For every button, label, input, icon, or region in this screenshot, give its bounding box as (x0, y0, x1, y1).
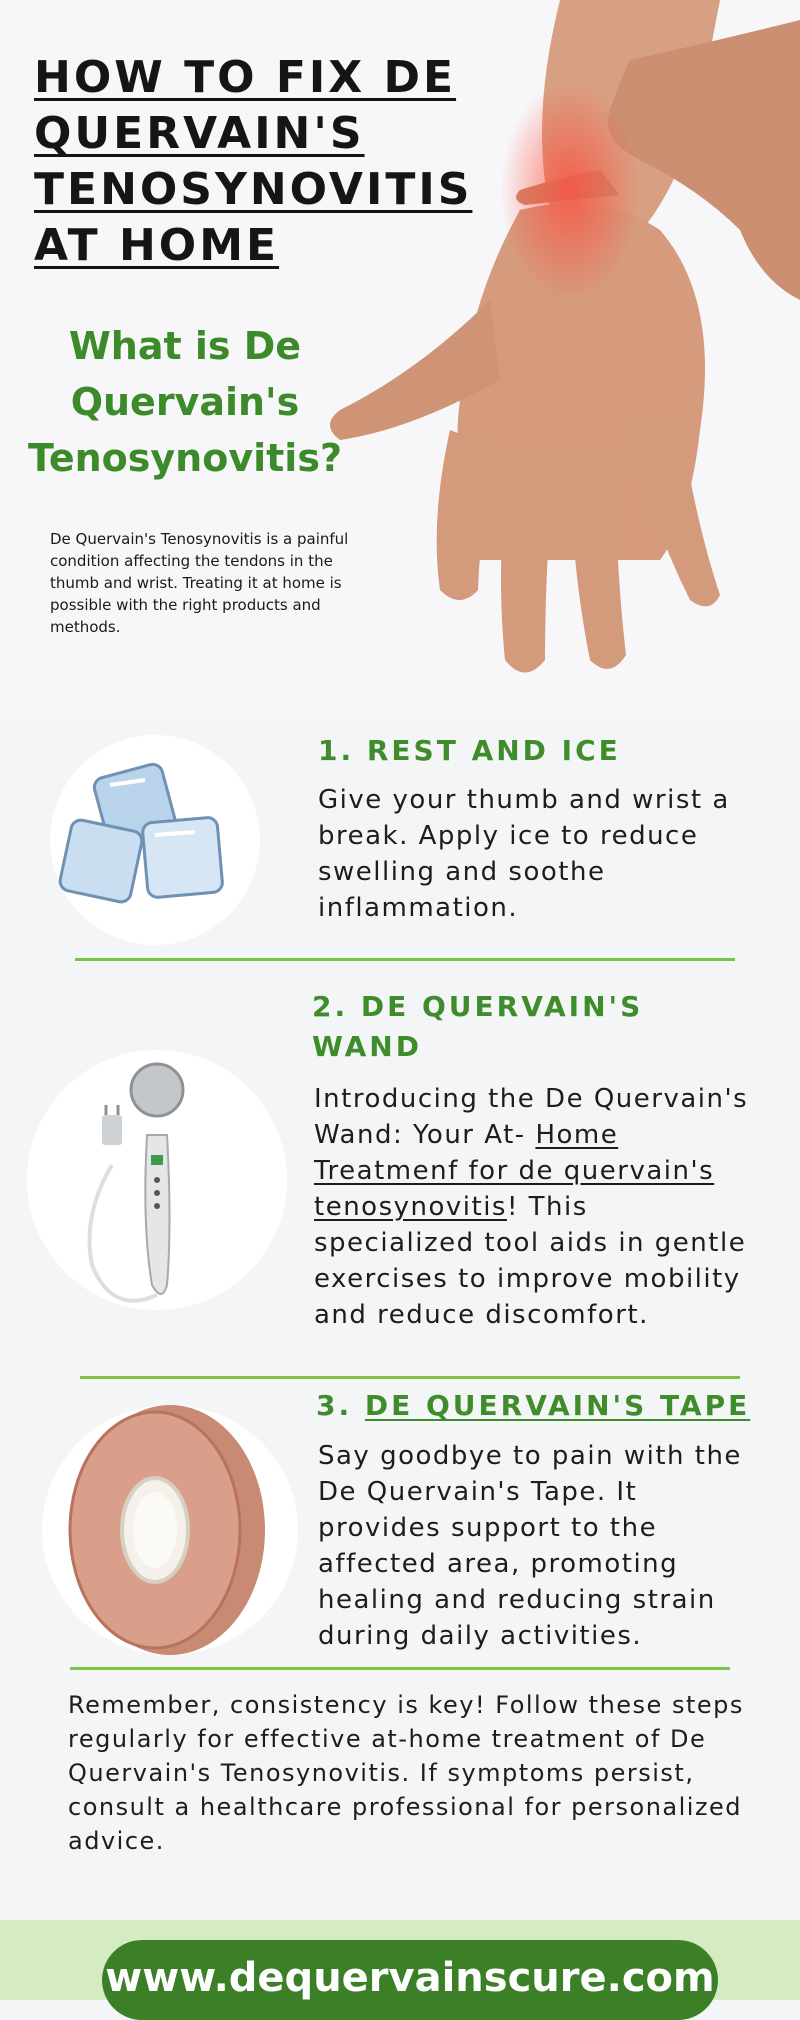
step2-title-line2: WAND (312, 1030, 422, 1063)
hero-section (0, 0, 800, 720)
step1-text: Give your thumb and wrist a break. Apply ice to reduce swelling and soothe inflammation. (318, 785, 730, 923)
tape-roll-image (35, 1400, 305, 1660)
step3-text: Say goodbye to pain with the De Quervain's Tape. It provides support to the affected area, promoting healing and reducing strain during daily activities. (318, 1441, 742, 1651)
step2-text (314, 1081, 754, 1333)
step2-title (312, 987, 752, 1067)
closing-paragraph: Remember, consistency is key! Follow these steps regularly for effective at-home treatment of De Quervain's Tenosynovitis. If symptoms persist, consult a healthcare professional for personalized advice. (68, 1691, 744, 1855)
section-subtitle: What is De Quervain's Tenosynovitis? (27, 324, 342, 480)
divider-3 (70, 1667, 730, 1670)
step3-title (316, 1386, 750, 1426)
step1-title: 1. REST AND ICE (318, 734, 621, 767)
intro-paragraph: De Quervain's Tenosynovitis is a painful condition affecting the tendons in the thumb and wrist. Treating it at home is possible with the right products and methods. (50, 530, 349, 636)
page-title: HOW TO FIX DE QUERVAIN'S TENOSYNOVITIS AT HOME (34, 52, 473, 271)
handheld-wand-image (22, 1045, 292, 1315)
tape-link[interactable]: DE QUERVAIN'S TAPE (364, 1389, 751, 1422)
divider-2 (80, 1376, 740, 1379)
step2-text-intro: Introducing the De Quervain's Wand: Your At- (314, 1084, 749, 1150)
treatment-link[interactable]: Home Treatmenf for de quervain's tenosynovitis (314, 1120, 715, 1222)
website-url-pill[interactable] (102, 1940, 718, 2020)
divider-1 (75, 958, 735, 961)
website-url[interactable]: www.dequervainscure.com (105, 1955, 715, 2001)
step3-title-number: 3. (316, 1389, 365, 1422)
step2-text-rest: ! This specialized tool aids in gentle exercises to improve mobility and reduce discomfort. (314, 1192, 747, 1330)
ice-cubes-image (45, 730, 265, 950)
step2-title-line1: 2. DE QUERVAIN'S (312, 990, 644, 1023)
